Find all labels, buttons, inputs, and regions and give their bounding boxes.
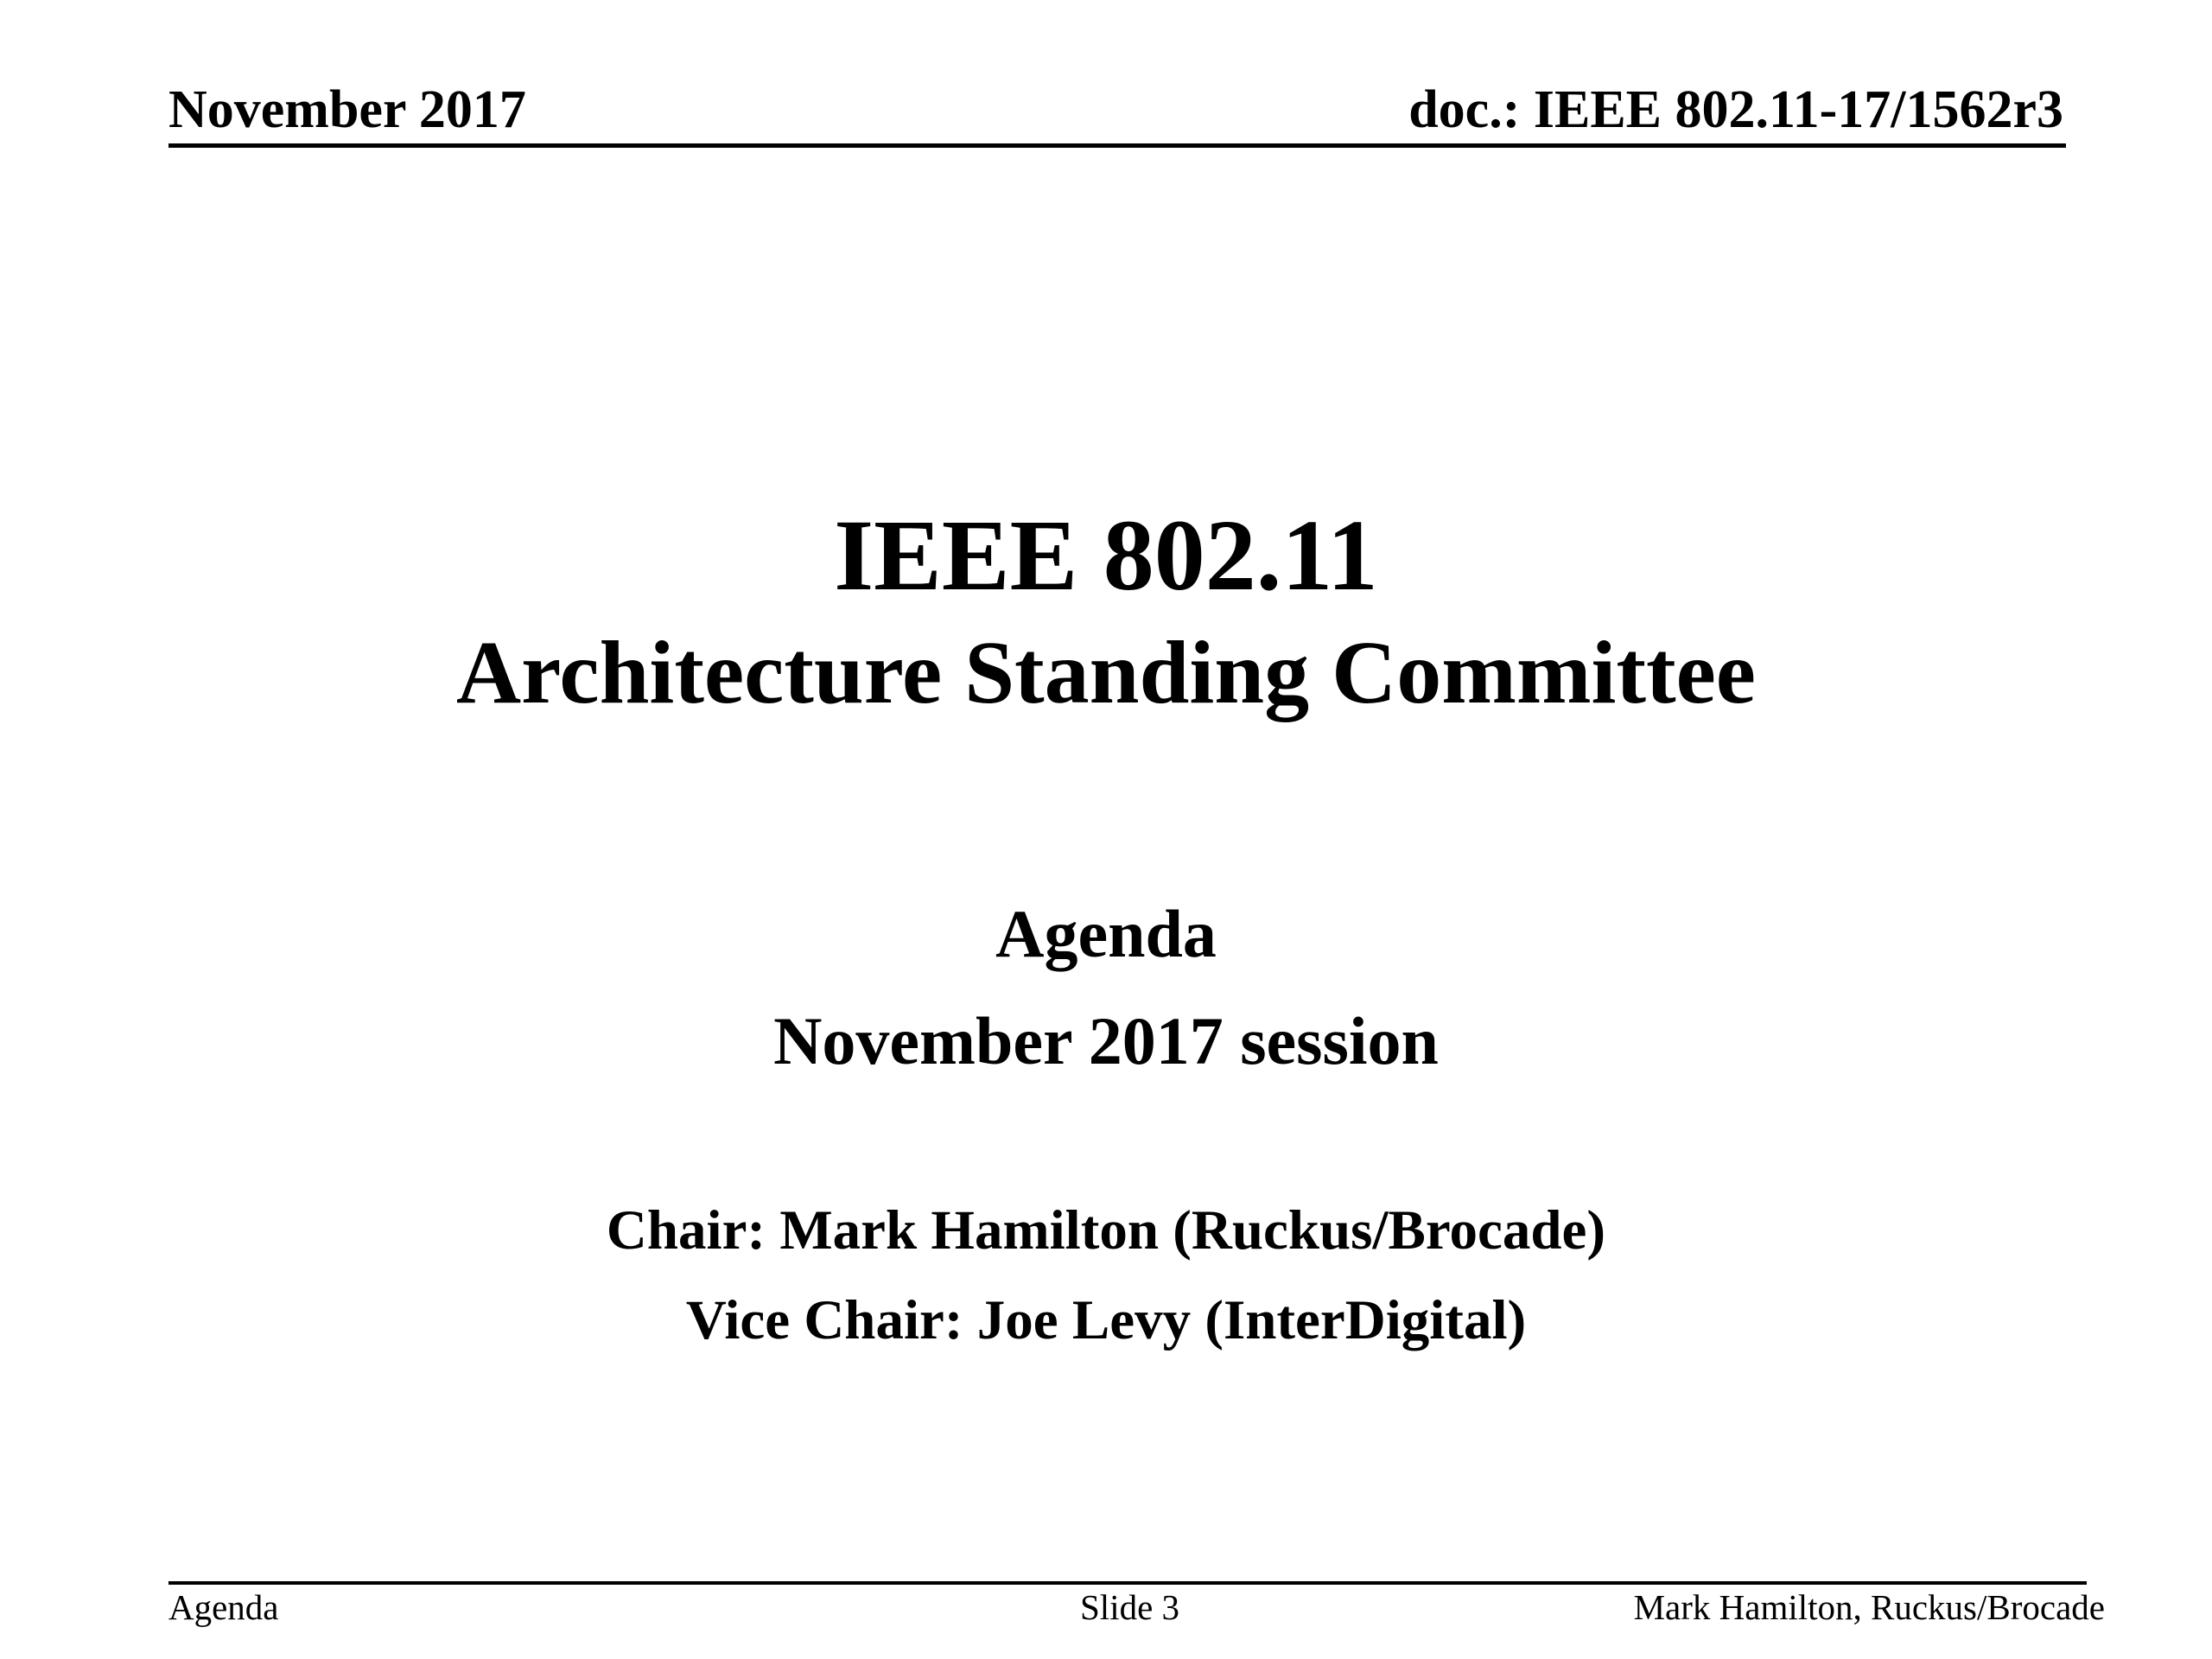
title-line-1: IEEE 802.11	[834, 499, 1378, 612]
title-line-2: Architecture Standing Committee	[456, 623, 1756, 722]
vice-chair-line: Vice Chair: Joe Levy (InterDigital)	[685, 1289, 1527, 1351]
header-divider	[168, 143, 2066, 148]
chair-line: Chair: Mark Hamilton (Ruckus/Brocade)	[606, 1199, 1606, 1262]
footer-author: Mark Hamilton, Ruckus/Brocade	[1633, 1587, 2105, 1627]
header-date: November 2017	[168, 80, 526, 139]
footer-divider	[168, 1581, 2087, 1585]
chairs	[0, 1198, 2212, 1353]
slide-title	[0, 497, 2212, 732]
footer-slide-number: Slide 3	[1080, 1587, 1180, 1627]
footer-left: Agenda	[168, 1587, 279, 1627]
subtitle-line-2: November 2017 session	[773, 1003, 1439, 1078]
subtitle-line-1: Agenda	[995, 896, 1217, 971]
header-doc-id: doc.: IEEE 802.11-17/1562r3	[1408, 80, 2063, 139]
slide-subtitle	[0, 895, 2212, 1080]
